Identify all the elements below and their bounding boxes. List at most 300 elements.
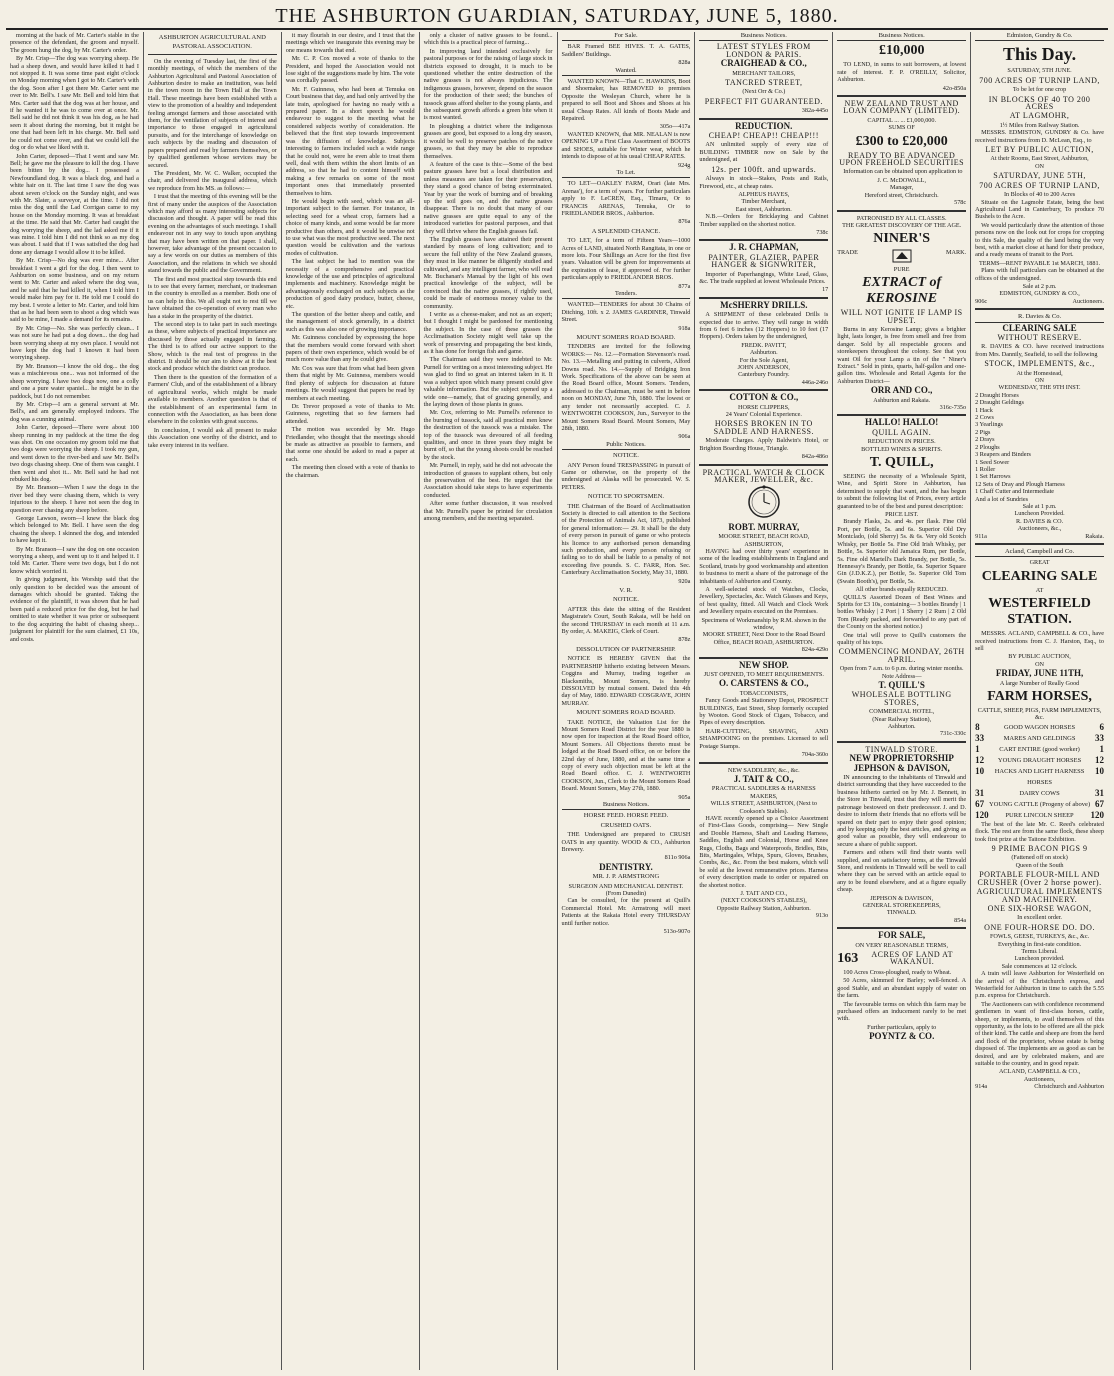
article-paragraph: The meeting then closed with a vote of thanks to the chairman. xyxy=(285,464,415,479)
article-paragraph: The President, Mr. W. C. Walker, occupied the chair, and delivered the inaugural address, which we reproduce from his MS. as follows:— xyxy=(147,169,277,192)
loan-amount: £10,000 xyxy=(878,43,925,59)
ad-name: POYNTZ & CO. xyxy=(869,1031,935,1042)
column-7 xyxy=(833,32,971,1370)
clock-icon-svg xyxy=(747,485,781,519)
ad-subtitle: MOORE STREET, BEACH ROAD, ASHBURTON, xyxy=(718,533,810,548)
ad-heading: NEW ZEALAND TRUST AND LOAN COMPANY (LIMITED). xyxy=(843,99,961,116)
mark-label: MARK. xyxy=(946,249,967,257)
article-paragraph: By Mr. Branson—When I saw the dogs in the river bed they were chasing them, which is very injurious to the sheep. I have not seen the dog in question ever chasing any sheep before. xyxy=(10,484,139,514)
classified-ad: A SHIPMENT of these celebrated Drills is expected due to arrive. They will range in width from 6 feet 6 inches (12 Hoppers) to 10 feet (17 Hoppers). Orders taken by the undersigned, xyxy=(699,311,829,341)
ad-code: 878z xyxy=(678,636,691,644)
ad-name: T. QUILL'S xyxy=(878,680,925,690)
article-subheading: PASTORAL ASSOCIATION. xyxy=(172,43,252,51)
ad-heading: NOTICE. xyxy=(613,596,639,604)
ad-title: J. TAIT & CO., xyxy=(733,773,794,784)
ad-title: ROBT. MURRAY, xyxy=(728,521,800,532)
ad-subtitle: 24 Years' Colonial Experience. xyxy=(725,411,802,419)
stock-description: YOUNG CATTLE (Progeny of above) xyxy=(989,800,1091,808)
ad-subtitle: GENERAL STOREKEEPERS, xyxy=(862,901,941,909)
column-6 xyxy=(695,32,833,1370)
ad-code: 828a xyxy=(678,59,691,67)
ad-subtitle: At the Homestead, xyxy=(1016,369,1063,377)
ad-subtitle: WHOLESALE BOTTLING STORES, xyxy=(851,690,952,707)
ad-subtitle: For the Sole Agent, xyxy=(739,356,788,364)
ad-subtitle: REDUCTION IN PRICES. xyxy=(867,438,936,446)
ad-subtitle: HORSES BROKEN IN TO SADDLE AND HARNESS. xyxy=(713,419,815,436)
ad-subtitle: WITHOUT RESERVE. xyxy=(997,333,1082,342)
divider xyxy=(699,464,828,466)
article-paragraph: In improving land intended exclusively for pastoral purposes or for the raising of large stock in districts exposed to drought, it is much to be questioned whether the entire destruction of the native grasses is not always injudicious. The indigenous grasses, however, depend on the season for the production of their seed; the bunches of tussock grass afford shelter to the young plants, and the subsequent growth affords a green bite when it is most wanted. xyxy=(423,47,553,122)
ad-subtitle: Terms Liberal. xyxy=(1021,947,1058,955)
classified-ad: IN announcing to the inhabitants of Tinwald and district surrounding that they have succeeded to the business hitherto carried on by Mr. J. Bennett, in the Store in Tinwald, trust that they will merit the patronage bestowed on their predecessor. J. and D. desire to inform their friends that no efforts will be spared on their part to enjoy their good opinion; and by keeping only the best articles, and giving as good value as possible, they will endeavour to secure a share of public support. xyxy=(837,774,967,848)
article-paragraph: Mr. Cox was sure that from what had been given them that night by Mr. Guinness, members would find plenty of subjects for discussion at future meetings. He would suggest that papers be read by members at each meeting. xyxy=(285,364,415,402)
stock-description: HACKS AND LIGHT HARNESS HORSES xyxy=(994,767,1085,786)
classified-ad: We would particularly draw the attention of those persons now on the look out for crops for cropping to this Sale, the quality of the land being the very best, with a market close at hand for their produce, and a ready means of transit to the Port. xyxy=(975,221,1104,259)
ad-title: T. QUILL, xyxy=(869,455,934,471)
ad-heading: NOTICE TO SPORTSMEN. xyxy=(587,493,664,501)
column-2 xyxy=(144,32,282,1370)
classified-ad: TENDERS are invited for the following WORKS:— No. 12.—Formation Stevenson's road. No. 13.—Metalling and putting in culverts, Alford Downs road. No. 14.—Supply of Bridging Iron Work. Specifications of the above can be seen at the Road Board office, Mount Somers. Tenders, addressed to the Chairman, must be sent in before noon on MONDAY, June 7th, 1880. The lowest or any tender not necessarily accepted. C. J. WENTWORTH COOKSON, Jun., Surveyor to the Mount Somers Road Board. Mount Somers, May 28th, 1880. xyxy=(561,343,691,432)
stock-rows xyxy=(975,722,1104,821)
classified-ad: Situate on the Lagmohr Estate, being the best Agricultural Land in Canterbury, To produce 70 Bushels to the Acre. xyxy=(975,198,1104,221)
article-paragraph: He would begin with seed, which was an all-important subject to the farmer. For instance, in selecting seed for a wheat crop, farmers had a choice of many kinds, and some would be far more productive than others, and it would be unwise not to use what was the most productive seed. The next question would be cultivation and the various modes of cultivation. xyxy=(285,197,415,257)
ad-code: 513o-907o xyxy=(663,928,691,936)
stock-row xyxy=(975,766,1104,788)
divider xyxy=(837,95,966,97)
classified-ad: WANTED—TENDERS for about 30 Chains of Ditching, 10ft. x 2. JAMES GARDINER, Tinwald Street. xyxy=(561,301,691,324)
classified-ad: HAVE recently opened up a Choice Assortment of First-Class Goods, comprising— New Single and Double Harness, Shaft and Leading Harness, Saddles, English and Colonial, Horse and Knee Rugs, Cloths, Bags and Waterproofs, Bridles, Bits, Bits, Martingales, Whips, Spurs, Gloves, Brushes, Combs, &c., &c. From the best makers, which will be sold at the lowest remunerative prices. Harness of every description made to order or repaired on the shortest notice. xyxy=(699,814,829,889)
ad-code: 905a xyxy=(678,793,691,801)
ad-subtitle: Everything in first-rate condition. xyxy=(997,940,1082,948)
acres-number: 163 xyxy=(837,951,859,966)
classified-ad: A well-selected stock of Watches, Clocks, Jewellery, Spectacles, &c. Watch Glasses and Keys, of best quality, fitted. All Watch and Clock Work and Jewellery repairs executed on the Premises. xyxy=(699,585,829,616)
ad-subtitle: Queen of the South xyxy=(1015,861,1064,869)
ad-heading: CRUSHED OATS. xyxy=(600,821,652,829)
classified-ad: 100 Acres Cross-ploughed, ready to Wheat. xyxy=(843,969,952,976)
acres-text: ACRES OF LAND AT WAKANUI. xyxy=(871,950,953,967)
ad-name: JEPHSON & DAVISON, xyxy=(853,762,950,773)
stock-count: 12 xyxy=(1095,754,1104,765)
ad-footer xyxy=(975,533,1104,540)
classified-ad: The favourable terms on which this farm may be purchased offers an inducement rarely to be met with. xyxy=(837,1000,967,1023)
ad-name: J. C. McDOWALL, xyxy=(877,176,926,184)
ad-subtitle: Ashburton. xyxy=(887,723,916,731)
ad-code: 42o-850a xyxy=(942,84,967,92)
article-paragraph: The first and most practical step towards this end is to see that every farmer, merchant, or tradesman in the country is enrolled as a member. Both one of us can help in this. We all ought not to rest till we have obtained the co-operation of every man who has a stake in the prosperity of the district. xyxy=(147,275,277,320)
ad-subtitle: Christchurch and Ashburton xyxy=(1034,1083,1104,1091)
ad-subtitle: Luncheon provided. xyxy=(1014,955,1065,963)
section-heading: Tenders. xyxy=(562,290,691,299)
stock-description: MARES AND GELDINGS xyxy=(1003,734,1076,742)
sale-item: 3 Reapers and Binders xyxy=(975,451,1031,459)
classified-ad: The Auctioneers can with confidence recommend gentlemen in want of first-class horses, cattle, sheep, or implements, to avail themselves of this opportunity, as the lots to be offered are all the pick of their kind. The cattle and sheep are from the herd and flock of the proprietor, whose estate is being disposed of. The implements are as good as can be desired, and are by celebrated makers, and are suitable to the country, and in good repair. xyxy=(975,1000,1104,1068)
stock-count: 6 xyxy=(1099,721,1104,732)
ad-subtitle: Luncheon Provided. xyxy=(1014,510,1065,518)
classified-ad: HAVING had over thirty years' experience in some of the leading establishments in England and Scotland, trusts by good workmanship and attention to business to merit a share of the patronage of the inhabitants of Ashburton and County. xyxy=(699,547,829,585)
ad-subtitle: TERMS—RENT PAYABLE 1st MARCH, 1881. xyxy=(978,259,1101,267)
ad-code: 854a xyxy=(954,916,967,924)
ad-subtitle: SATURDAY, 5TH JUNE. xyxy=(1007,67,1072,75)
article-paragraph: Mr. Cox, referring to Mr. Purnell's reference to the burning of tussock, said all practical men knew the destruction of the tussock was a mistake. The top of the tussock was devoured of all feeding qualities, and once in three years they might be burnt off, so that the young shoots could be reached by the stock. xyxy=(423,409,553,461)
ad-subtitle: Timber Merchant, xyxy=(741,198,787,206)
ad-subtitle: AT xyxy=(1035,586,1044,594)
ad-subtitle: 1½ Miles from Railway Station. xyxy=(999,121,1080,129)
classified-ad: N.B.—Orders for Bricklaying and Cabinet Timber supplied on the shortest notice. xyxy=(699,213,829,228)
sale-item: 2 Drays xyxy=(975,436,995,444)
ad-title: NEW SHOP. xyxy=(739,659,789,670)
ad-title: NEW PROPRIETORSHIP xyxy=(849,753,954,764)
ad-subtitle: Sale at 2 p.m. xyxy=(1022,282,1057,290)
stock-row xyxy=(975,755,1104,766)
ad-code: 305o—417a xyxy=(659,123,691,131)
ad-subtitle: STOCK, IMPLEMENTS, &c., xyxy=(984,359,1095,369)
stock-description: YOUNG DRAUGHT HORSES xyxy=(997,756,1082,764)
article-paragraph: The motion was seconded by Mr. Hugo Friedlander, who thought that the meetings should be made as attractive as possible to farmers, and that some one should be asked to read a paper at each. xyxy=(285,426,415,463)
column-8 xyxy=(971,32,1108,1370)
ad-code: 704a-360o xyxy=(801,751,829,759)
classified-ad: Moderate Charges. Apply Baldwin's Hotel, or Brighton Boarding House, Triangle. xyxy=(699,437,829,452)
ad-code: 738c xyxy=(816,228,829,236)
sale-item: 2 Draught Horses xyxy=(975,391,1019,399)
ad-code: 824a-429o xyxy=(801,646,829,654)
ad-code: 918a xyxy=(678,324,691,332)
stock-row xyxy=(975,733,1104,744)
section-heading: R. Davies & Co. xyxy=(975,313,1104,322)
section-heading: Wanted. xyxy=(562,67,691,76)
ad-subtitle: AGRICULTURAL IMPLEMENTS AND MACHINERY. xyxy=(976,887,1103,904)
divider xyxy=(699,389,828,391)
classified-ad: NOTICE IS HEREBY GIVEN that the PARTNERSHIP hitherto existing between Messrs. Coggins and Murray, trading together as Blacksmiths, Mount Somers, is hereby DISSOLVED by mutual consent. Dated this 4th day of May, 1880. EDWARD COSGRAVE, JOHN MURRAY. xyxy=(561,655,691,707)
ad-subtitle: TOBACCONISTS, xyxy=(739,689,788,697)
column-3 xyxy=(282,32,420,1370)
stock-description: PURE LINCOLN SHEEP xyxy=(1005,811,1074,819)
ad-subtitle: LET BY PUBLIC AUCTION, xyxy=(985,145,1094,155)
stock-description: GOOD WAGON HORSES xyxy=(1004,723,1076,731)
article-paragraph: In ploughing a district where the indigenous grasses are good, but exposed to a long dry season, it would be well to preserve patches of the native grasses, so that they may be able to reproduce themselves. xyxy=(423,122,553,160)
article-paragraph: The question of the better sheep and cattle, and the management of stock generally, in a district such as this was also one of growing importance. xyxy=(285,311,415,333)
ad-code: 914a xyxy=(975,1083,988,1091)
stock-count: 120 xyxy=(975,809,989,820)
article-paragraph: George Lawson, sworn—I knew the black dog which belonged to Mr. Bell. I have seen the dog chasing the sheep. I skinned the dog, and intended to have kept it. xyxy=(10,515,139,545)
ad-subtitle: (NEXT COOKSON'S STABLES), xyxy=(720,897,807,905)
ad-subtitle: READY TO BE ADVANCED UPON FREEHOLD SECURITIES xyxy=(839,150,965,168)
ad-subtitle: CATTLE, SHEEP, PIGS, FARM IMPLEMENTS, &c. xyxy=(977,707,1102,722)
stock-count: 10 xyxy=(975,765,985,776)
ad-footer xyxy=(975,298,1104,305)
ad-subtitle: To be let for one crop xyxy=(1012,86,1067,94)
classified-ad: MESSRS. EDMISTON, GUNDRY & Co. have received instructions from D. McLean, Esq., to xyxy=(975,129,1104,144)
ad-subtitle: (Near Railway Station), xyxy=(872,715,932,723)
article-paragraph: The English grasses have attained their present standard by means of long cultivation; and to secure the full utility of the New Zealand grasses, they must in like manner be diligently studied and cultivated, and any intelligent farmer, who will read Mr. Buchanan's Manual by the light of his own practical knowledge of the subject, will be convinced that the native grasses, if rightly used, could be made of enormous money value to the community. xyxy=(423,235,553,310)
sale-items-list xyxy=(975,392,1104,503)
classified-ad: BAR Framed BEE HIVES. T. A. GATES, Saddlers' Buildings. xyxy=(561,43,691,58)
sale-item: 2 Ploughs xyxy=(975,443,1000,451)
ad-code: 920a xyxy=(678,577,691,585)
ad-title: FARM HORSES, xyxy=(987,689,1092,705)
divider xyxy=(837,414,966,416)
ad-title: WESTERFIELD STATION. xyxy=(988,596,1091,628)
article-paragraph: Dr. Trevor proposed a vote of thanks to Mr. Guinness, regretting that so few farmers had attended. xyxy=(285,402,415,425)
article-paragraph: In conclusion, I would ask all present to make this Association one worthy of the district, and to take every interest in its welfare. xyxy=(147,426,277,449)
stock-count: 1 xyxy=(1099,743,1104,754)
ad-code: 876a xyxy=(678,218,691,226)
ad-name: R. DAVIES & CO. xyxy=(1015,517,1064,525)
ad-title: NINER'S xyxy=(873,231,931,247)
ad-subtitle: ON xyxy=(1035,162,1045,170)
sale-item: 1 Roller xyxy=(975,465,996,473)
sale-item: 2 Draught Geldings xyxy=(975,399,1024,407)
article-paragraph: By Mr. Crisp—No. She was perfectly clean... I was not sure he had put a dog down... the dog had been worrying sheep at my own place. I would not have kept the dog had I known it had been worrying sheep. xyxy=(10,324,139,362)
ad-title: CLEARING SALE xyxy=(1002,322,1077,333)
ad-subtitle: Auctioneers. xyxy=(1072,297,1104,305)
ad-subtitle: Ashburton. xyxy=(749,349,778,357)
stock-row xyxy=(975,744,1104,755)
classified-ad: THE Undersigned are prepared to CRUSH OATS in any quantity. WOOD & CO., Ashburton Brewery. xyxy=(561,831,691,854)
ad-code: 906a xyxy=(678,433,691,441)
ad-title: REDUCTION. xyxy=(735,120,793,131)
article-paragraph: Mr. F. Guinness, who had been at Temuka on Court business that day, and had only arrived by the late train, apologised for having no ready with a prepared paper. In a short speech he would endeavour to suggest to the meeting what he considered subjects worthy of consideration. He believed that the first step towards improvement was the diffusion of knowledge. Subjects interesting to farmers included such a wide range that he could not, were he even able to treat them well, deal with them within the short limits of an address, so that he had to content himself with making a few remarks on some of the most important ones that immediately presented themselves to him. xyxy=(285,85,415,197)
ad-name: J. TAIT AND CO., xyxy=(740,890,788,897)
ad-title: DENTISTRY. xyxy=(599,861,653,872)
ad-subtitle: MERCHANT TAILORS, xyxy=(732,69,796,77)
section-heading: Business Notices. xyxy=(837,32,966,41)
ad-heading: LATEST STYLES FROM LONDON & PARIS. xyxy=(716,42,811,59)
stock-count: 12 xyxy=(975,754,985,765)
ad-subtitle: WEDNESDAY, THE 9TH INST. xyxy=(998,384,1081,392)
classified-ad: Farmers and others will find their wants well supplied, and on satisfactory terms, at the Tinwald Store, and residents in Tinwald will be well to call where they can be served with an article equal to any to be found elsewhere, and at a figure equally cheap. xyxy=(837,849,967,894)
ad-subtitle: Sale at 1 p.m. xyxy=(1022,502,1057,510)
classified-ad: Burns in any Kerosine Lamp; gives a brighter light, lasts longer, is free from smell and free from danger. Sold by all respectable grocers and storekeepers throughout the colony. See that you want Oil for your Lamp a tin of the " Niner's Extract." Sold in pints, quarts, half-gallon and one-gallon tins. Wholesale and Retail Agents for the Ashburton District— xyxy=(837,325,967,385)
ad-subtitle: Rakaia. xyxy=(1085,532,1104,540)
divider xyxy=(148,54,277,55)
ad-subtitle: Hereford street, Christchurch. xyxy=(864,191,939,199)
article-paragraph: John Carter, deposed—That I went and saw Mr. Bell; he gave me the pleasure to kill the dog. I have been bitten by the dog... I possessed a Newfoundland dog. It was a black dog, and had a white hair on it. The last time I saw the dog was about seven o'clock on the Sunday night, and was with Mr. Slater, a surveyor, at the time. I did not miss the dog until the Lad Corrigan came to my house on the Monday morning. It was at breakfast at the time. He said that Mr. Carter had caught the dog worrying the sheep, and the lad asked me if it was mine. I told him I did not think so as my dog was about. I said that if I was satisfied the dog had done any damage I would allow it to be killed. xyxy=(10,152,139,256)
stock-row xyxy=(975,810,1104,821)
article-paragraph: By Mr. Crisp—I am a general servant at Mr. Bell's, and am generally employed indoors. The dog was a cunning animal. xyxy=(10,400,139,423)
divider xyxy=(837,927,966,929)
ad-subtitle: ON xyxy=(1035,660,1045,668)
ad-subtitle: (Next Orr & Co.) xyxy=(742,88,786,96)
ad-subtitle: Manager, xyxy=(890,184,914,192)
article-paragraph: By Mr. Crisp—No dog was ever mine... After breakfast I went a girl for the dog. I then went to Ashburton on some business, and on my return went to Mr. Carter and asked where the dog was, and he said that he had killed it, when I told him I would make him pay for it. He told me I could do my best. I wrote a letter to Mr. Carter, and told him that as he had been seen to shoot a dog which was said to be mine, I made a demand for its remains. xyxy=(10,257,139,324)
ad-heading: MOUNT SOMERS ROAD BOARD. xyxy=(576,709,676,717)
stock-count: 33 xyxy=(975,732,985,743)
ad-subtitle: FRIDAY, JUNE 11TH, xyxy=(995,668,1084,679)
sale-item: 12 Sets of Dray and Plough Harness xyxy=(975,480,1065,488)
stock-count: 1 xyxy=(975,743,980,754)
article-paragraph: I write as a cheese-maker, and not as an expert; but I thought I might be pardoned for mentioning the subject. In the case of these grasses the Acclimatisation Society might well take up the work of preserving and propagating the best kinds, as it has done for foreign fish and game. xyxy=(423,311,553,356)
ad-heading: NOTICE. xyxy=(613,452,639,460)
ad-subtitle: 700 ACRES OF TURNIP LAND, xyxy=(979,180,1100,190)
ad-subtitle: (Fattened off on stock) xyxy=(1011,854,1068,862)
ad-title: J. R. CHAPMAN, xyxy=(729,242,799,253)
sale-item: 1 Set Harrows xyxy=(975,473,1011,481)
ad-subtitle: Further particulars, apply to xyxy=(867,1023,937,1031)
ad-title: CLEARING SALE xyxy=(981,568,1098,584)
ad-code: 877a xyxy=(678,282,691,290)
ad-subtitle: Auctioneers, xyxy=(1023,1075,1056,1083)
ad-heading: A SPLENDID CHANCE. xyxy=(591,227,661,235)
classified-ad: Plans with full particulars can be obtained at the offices of the undersigned. xyxy=(975,267,1104,282)
classified-ad: THE Chairman of the Board of Acclimatisation Society is directed to call attention to the Sections of the Protection of Animals Act, 1873, published for general information:— 29. It shall be the duty of every person in pursuit of game or who protects his licence to any authorised person demanding such production, and every person refusing or failing so to do shall be liable to a penalty of not exceeding five pounds. S. C. FARR, Hon. Sec. Canterbury Acclimatisation Society, May 31, 1880. xyxy=(561,502,691,577)
ad-title: O. CARSTENS & CO., xyxy=(719,678,809,689)
ad-code: 811o 906a xyxy=(664,854,691,862)
ad-subtitle: At their Rooms, East Street, Ashburton, xyxy=(990,155,1089,163)
sale-item: 2 Pigs xyxy=(975,428,991,436)
ad-heading: PRACTICAL WATCH & CLOCK MAKER, JEWELLER, &c. xyxy=(702,467,826,484)
stock-description: CART ENTIRE (good worker) xyxy=(999,745,1080,753)
classified-ad: WANTED KNOWN, that MR. NEALAN is now OPENING UP a First Class Assortment of BOOTS and SHOES, suitable for Winter wear, which he intends to dispose of at his usual CHEAP RATES. xyxy=(561,130,691,161)
ad-subtitle: Canterbury Foundry. xyxy=(738,371,790,379)
classified-ad: TO LET—OAKLEY FARM, Orari (late Mrs. Arenas'), for a term of years. For further particulars apply to F. LeCREN, Esq., Timaru, Or to FRANCIS ARENAS, Temuka, Or to FRIEDLANDER BROS., Ashburton. xyxy=(561,180,691,217)
classified-ad: The best of the late Mr. C. Reed's celebrated flock. The rest are from the same flock, these sheep took first prize at the Taitone Exhibition. xyxy=(975,820,1104,843)
ad-heading: TINWALD STORE. xyxy=(865,744,938,754)
classified-ad: TO LET, for a term of Fifteen Years—1000 Acres of LAND, situated North Rangitata, in one or more lots. Four Shillings an Acre for the first five years. Valuation will be given for improvements at the expiration of lease, if approved of. For further particulars apply to FRIEDLANDER BROS. xyxy=(561,237,691,282)
article-paragraph: Mr. Purnell, in reply, said he did not advocate the introduction of grasses to supplant others, but only the preservation of the best. He urged that the Association should take steps to have experiments conducted. xyxy=(423,462,553,499)
article-paragraph: The Chairman said they were indebted to Mr. Purnell for writing on a most interesting subject. He was glad to find so great an interest taken in it. It was a subject upon which many present could give valuable information. But the subject opened up a wide one—namely, that of grazing generally, and the laying down of those plants in grass. xyxy=(423,356,553,408)
clock-icon xyxy=(699,485,828,521)
ad-subtitle: East street, Ashburton. xyxy=(735,205,792,213)
ad-subtitle: (From Dunedin) xyxy=(605,890,647,898)
ad-code: 316c-735o xyxy=(939,404,967,411)
acres-row xyxy=(837,949,966,969)
article-paragraph: By Mr. Branson—I know the old dog... the dog was a mischievous one... was not informed of the sheep worrying. I have two dogs now, one a colly and one a pure water spaniel... he might be in the paddock, but I do not remember. xyxy=(10,362,139,400)
sale-item: 1 Hack xyxy=(975,406,993,414)
ad-title: This Day. xyxy=(1003,44,1077,65)
trade-mark-row xyxy=(837,249,966,265)
article-paragraph: Then there is the question of the formation of a Farmers' Club, and of the establishment of a library of agricultural works, which might be made available to members. Another question is that of the establishment of an experimental farm in connection with the Association, as has been done elsewhere in the colonies with great success. xyxy=(147,373,277,426)
divider xyxy=(699,118,828,120)
classified-ad: One trial will prove to Quill's customers the quality of his tops. xyxy=(837,631,967,646)
ad-subtitle: SURGEON AND MECHANICAL DENTIST. xyxy=(568,882,684,890)
column-5 xyxy=(558,32,696,1370)
ad-title: HALLO! HALLO! xyxy=(865,417,939,428)
ad-subtitle: JUST OPENED, TO MEET REQUIREMENTS. xyxy=(703,671,824,679)
ad-heading: HORSE FEED. HORSE FEED. xyxy=(583,812,669,820)
divider xyxy=(975,308,1104,310)
section-heading: Edmiston, Gundry & Co. xyxy=(975,32,1104,41)
ad-code: 731c-330c xyxy=(940,730,967,738)
ad-subtitle: PRACTICAL SADDLERS & HARNESS MAKERS, xyxy=(711,785,816,800)
article-paragraph: On the evening of Tuesday last, the first of the monthly meetings, of which the members of the Ashburton Agricultural and Pastoral Association of Ashburton desire to make an institution, was held in the town room in the Town Hall at the Town Hall. These meetings have been established with a view to the promotion of a healthy and independent feeling amongst farmers and those associated with them, for the ventilation of subjects of interest and importance to those engaged in agricultural pursuits, and for the interchange of knowledge on such subjects by the reading and discussion of papers prepared and read by farmers themselves, or by qualified gentlemen whose services may be secured. xyxy=(147,57,277,169)
stock-row xyxy=(975,799,1104,810)
ad-name: ALPHEUS HAYES, xyxy=(738,190,790,198)
ad-code: 578c xyxy=(954,199,967,207)
classified-ad: Fancy Goods and Stationery Depot, PROSPECT BUILDINGS, East Street, Shop formerly occupied by Wooton. Good Stock of Cigars, Tobacco, and Pipes of every description. xyxy=(699,697,829,727)
article-paragraph: I trust that the meeting of this evening will be the first of many under the auspices of the Association which may afford us many interesting subjects for discussion and thought. A paper will be read this evening on the advantages of such meetings. I shall endeavour not in any way to touch upon anything that may have been written on that paper. I shall, however, take advantage of the present occasion to say a few words on our duties as members of this Association, and the relations in which we should stand towards the public and the Government. xyxy=(147,193,277,275)
columns xyxy=(6,32,1108,1370)
classified-ad: 50 Acres, skimmed for Barley; well-fenced. A good Stable, and an abundant supply of water on the farm. xyxy=(837,977,967,1000)
ad-subtitle: MOORE STREET, Next Door to the Road Board Office, BEACH ROAD, ASHBURTON. xyxy=(702,631,825,646)
divider xyxy=(699,239,828,241)
ad-subtitle: IN BLOCKS OF 40 TO 200 ACRES xyxy=(988,94,1091,112)
ad-heading: V. R. xyxy=(619,587,633,595)
classified-ad: R. DAVIES & CO. have received instructions from Mrs. Dannily, Seafield, to sell the following xyxy=(975,343,1104,358)
ad-subtitle: WILLS STREET, ASHBURTON, (Next to Cookson's Stables). xyxy=(710,800,817,815)
ad-name: JOHN ANDERSON, xyxy=(737,364,790,372)
ad-subtitle: TINWALD. xyxy=(886,909,917,917)
ad-name: ORR AND CO., xyxy=(870,385,933,396)
ad-subtitle: PORTABLE FLOUR-MILL AND CRUSHER (Over 2 horse power). xyxy=(977,870,1102,887)
ad-heading: MR. J. P. ARMSTRONG xyxy=(592,873,660,881)
classified-ad: Information can be obtained upon application to xyxy=(843,168,963,176)
column-1 xyxy=(6,32,144,1370)
divider xyxy=(699,297,828,299)
ad-name: EDMISTON, GUNDRY & CO., xyxy=(999,290,1080,298)
trademark-icon xyxy=(892,249,912,265)
stock-count: 10 xyxy=(1095,765,1104,776)
ad-subtitle: ONE SIX-HORSE WAGON, xyxy=(987,903,1092,913)
ad-code: 911a xyxy=(975,532,987,540)
ad-subtitle: Specimens of Workmanship by R.M. shown in the window, xyxy=(701,616,827,631)
article-paragraph: it may flourish in our desire, and I trust that the meetings which we inaugurate this evening may be one means towards that end. xyxy=(285,32,415,54)
ad-subtitle: CAPITAL ... ... £1,000,000. xyxy=(867,116,937,124)
stock-count: 31 xyxy=(975,787,985,798)
stock-count: 33 xyxy=(1095,732,1104,743)
ad-name: ACLAND, CAMPBELL & CO., xyxy=(998,1068,1081,1076)
article-paragraph: John Carter, deposed—There were about 100 sheep running in my paddock at the time the dog was shot. On one occasion my groom told me that two dogs were worrying the sheep. I took my gun, and went down to the river-bed and saw Mr. Bell's two dogs chasing sheep. One of them was caught. I then went and shot it... Mr. Bell said he had not rebuked his dog. xyxy=(10,424,139,483)
ad-subtitle: Note Address— xyxy=(881,672,922,680)
article-paragraph: Mr. Guinness concluded by expressing the hope that the members would come forward with short papers of their own experience, which would be of much more value than any he could give. xyxy=(285,334,415,364)
ad-subtitle: PERFECT FIT GUARANTEED. xyxy=(704,96,823,106)
ad-heading: NEW SADDLERY, &c., &c. xyxy=(727,766,800,774)
ad-subtitle: 700 ACRES OF TURNIP LAND, xyxy=(979,75,1100,85)
column-4 xyxy=(420,32,558,1370)
section-heading: Acland, Campbell and Co. xyxy=(975,548,1104,557)
article-paragraph: morning at the back of Mr. Carter's stable in the presence of the defendant, the groom and myself. The groom hung the dog, by Mr. Carter's order. xyxy=(10,32,139,54)
masthead: THE ASHBURTON GUARDIAN, SATURDAY, JUNE 5, 1880. xyxy=(6,4,1108,30)
ad-subtitle: ON xyxy=(1035,377,1045,385)
divider xyxy=(699,762,828,764)
article-paragraph: The last subject he had to mention was the necessity of a comprehensive and practical knowledge of the use and principles of agricultural implements and machinery. Knowledge might be advantageously exchanged on such subjects as the production of good dairy produce, butter, cheese, etc. xyxy=(285,258,415,310)
ad-footer xyxy=(975,1083,1104,1090)
ad-subtitle: CHEAP! CHEAP!! CHEAP!!! xyxy=(708,131,819,141)
article-paragraph: After some further discussion, it was resolved that Mr. Purnell's paper be printed for circulation among members, and the meeting separated. xyxy=(423,500,553,522)
sale-item: 1 Seed Sower xyxy=(975,458,1010,466)
ad-subtitle: FOWLS, GEESE, TURKEYS, &c., &c. xyxy=(989,933,1090,941)
classified-ad: HAIR-CUTTING, SHAVING, AND SHAMPOOING on the premises. Licensed to sell Postage Stamps. xyxy=(699,727,829,750)
ad-subtitle: SATURDAY, JUNE 5TH, xyxy=(993,171,1086,181)
ad-subtitle: Opposite Railway Station, Ashburton. xyxy=(716,904,811,912)
ad-subtitle: TANCRED STREET, xyxy=(725,78,803,88)
article-paragraph: Mr. C. P. Cox moved a vote of thanks to the President, and hoped the Association would not lose sight of the suggestions made by him. The vote was cordially passed. xyxy=(285,55,415,85)
ad-title: COTTON & CO., xyxy=(729,392,799,403)
stock-count: 8 xyxy=(975,721,980,732)
divider xyxy=(837,741,966,743)
ad-subtitle: COMMERCIAL HOTEL, xyxy=(869,708,935,716)
trade-label: TRADE xyxy=(837,249,858,257)
sale-item: And a lot of Sundries xyxy=(975,495,1029,503)
ad-code: 924g xyxy=(678,161,691,169)
ad-subtitle: In excellent order. xyxy=(1017,914,1062,922)
ad-subtitle: QUILL AGAIN. xyxy=(872,427,932,437)
article-paragraph: By Mr. Crisp—The dog was worrying sheep. He had a sheep down, and would have killed it had I not stopped it. It was some time past eight o'clock on Monday morning when I got to Mr. Carter's with the dog. Soon after I got there Mr. Carter sent me over to Mr. Bell's. I saw Mr. Bell and told him that Mrs. Carter said that the dog was at her house, and if he wanted it he was to come over at once. Mr. Bell said he did not think it was his dog, as he had seen it about during the morning, but it might be one that had been left in his charge. Mr. Bell said he could not come over, and that we could kill the dog or do what we liked with it. xyxy=(10,55,139,152)
ad-subtitle: AT LAGMOHR, xyxy=(1009,111,1070,121)
article-paragraph: In giving judgment, his Worship said that the only question to be decided was the amount of damages which should be granted. Taking the evidence of the plaintiff, it was shown that he had been paid a reduced price for the dog, but he had omitted to state whether it was prior or subsequent to the dog acquiring the habit of chasing sheep... judgment for plaintiff for the sum claimed, £1 10s, and costs. xyxy=(10,576,139,643)
ad-subtitle: Open from 7 a.m. to 6 p.m. during winter months. xyxy=(839,665,964,673)
ad-subtitle: BY PUBLIC AUCTION, xyxy=(1008,653,1071,661)
classified-ad: WANTED KNOWN—That C. HAWKINS, Boot and Shoemaker, has REMOVED to premises Opposite the Wesleyan Church, where he is prepared to sell Boot and Shoes and Shoes at his usual Cheap Rates. All kinds of Boots Made and Repaired. xyxy=(561,78,691,123)
ad-subtitle: PAINTER, GLAZIER, PAPER HANGER & SIGNWRITER, xyxy=(708,252,820,270)
classified-ad: ANY Person found TRESPASSING in pursuit of Game or otherwise, on the property of the undersigned at Alaska will be prosecuted. W. S. PETERS. xyxy=(561,461,691,491)
ad-subtitle: PRICE LIST. xyxy=(885,511,919,519)
sale-item: 2 Cows xyxy=(975,414,994,422)
ad-subtitle: Sale commences at 12 o'clock. xyxy=(1001,962,1078,970)
sale-item: 1 Chaff Cutter and Intermediate xyxy=(975,488,1055,496)
ad-subtitle: PURE xyxy=(893,265,910,273)
ad-heading: MOUNT SOMERS ROAD BOARD. xyxy=(576,334,676,342)
classified-ad: SEEING the necessity of a Wholesale Spirit, Wine, and Spirit Store in Ashburton, has determined to supply that want, and the has begun to submit the following list of Prices, every article guaranteed to be of the best and purest description: xyxy=(837,473,967,510)
